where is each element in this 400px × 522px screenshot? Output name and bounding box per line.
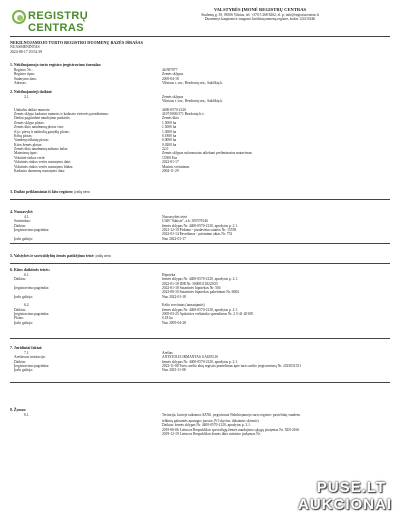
section-heading: 3. Daikto priklausiniai iš kito registro: įrašų nėra <box>10 190 90 194</box>
field-label: Įregistravimo pagrindas: <box>14 285 50 290</box>
field-label: Daikto pagrindinė naudojimo paskirtis: <box>14 116 71 121</box>
field-label: Vidutinė rinkos vertė: <box>14 155 46 160</box>
field-value: 2022-01-14 Pavedimas - priėmimo aktas Nr. 752 <box>162 232 233 237</box>
field-label: Įregistravimo pagrindas: <box>14 227 50 232</box>
field-value: 0.1800 ha <box>162 133 177 138</box>
no-records-note: įrašų nėra <box>74 190 90 194</box>
title-heading: NEKILNOJAMOJO TURTO REGISTRO DUOMENŲ BAZĖS IŠRAŠAS <box>10 40 143 45</box>
field-label: Adresas: <box>14 80 27 85</box>
item-number: 7.1. <box>24 350 30 355</box>
section-7-juridical-facts <box>10 346 390 373</box>
section-heading: 7. Juridiniai faktai: <box>10 346 43 350</box>
field-label: Registro tipas: <box>14 72 35 77</box>
field-value: 44/387877 <box>162 67 178 72</box>
field-label: Daiktas: <box>14 223 26 228</box>
field-label: Įregistravimo pagrindas: <box>14 311 50 316</box>
section-5-trust-right <box>10 254 390 259</box>
section-heading: 6. Kitos daiktinės teisės: <box>10 268 50 272</box>
item-address: Vilniaus r. sav., Bezdonių sen., Sakiškių k. <box>162 99 224 104</box>
field-value: 2023-08-10 Sutartinės hipotekos pakeitimas Nr. 6084 <box>162 290 239 295</box>
title-datetime: 2024-06-17 20:52:39 <box>10 49 43 54</box>
field-value: 0.0000 ha <box>162 138 177 143</box>
section-2-real-estate <box>10 90 390 173</box>
field-value: žemės sklypas Nr. 4400-0570-2120, aprašytas p. 2.1. <box>162 277 238 282</box>
field-label: Žemės sklypo kadastro numeris ir kadastro vietovės pavadinimas: <box>14 111 109 116</box>
field-label: Sudarymo data: <box>14 76 37 81</box>
watermark-line-2: AUKCIONAI <box>298 496 392 513</box>
section-3-appurtenances <box>10 190 390 195</box>
field-value: 2004-11-29 <box>162 169 179 174</box>
header-address: Studentų g. 39, 08106 Vilnius, tel. +370 5 268 8262, el. p. info@registrucentras.lt <box>201 12 319 17</box>
field-value: ANTSTOLIS IRMANTAS GAIZELIS <box>162 355 218 360</box>
field-value: 2022-01-17 <box>162 160 179 165</box>
section-heading: 4. Nuosavybė: <box>10 210 34 214</box>
field-label: Įrašo galioja: <box>14 294 33 299</box>
section-8-marks <box>10 408 390 436</box>
field-row <box>10 295 390 299</box>
field-value: 4107/0000:571 Bezdonių k.v. <box>162 111 205 116</box>
item-type: Žemės sklypas <box>162 94 184 99</box>
logo-mark-icon <box>12 10 26 24</box>
field-row <box>10 368 390 372</box>
item-number: 2.1. <box>24 94 30 99</box>
item-number: 6.1. <box>24 272 30 277</box>
header-divider <box>10 36 390 37</box>
field-label: Daiktas: <box>14 359 26 364</box>
field-value: 2021-12-10 Pirkimo - pardavimo sutartis Nr. 15539 <box>162 227 237 232</box>
field-label: Įregistravimo pagrindas: <box>14 363 50 368</box>
no-records-note: įrašų nėra <box>95 254 111 258</box>
section-4-ownership <box>10 210 390 241</box>
field-value: Žemės ūkio <box>162 116 179 121</box>
field-value: 0.0200 ha <box>162 142 177 147</box>
field-label: Registro Nr.: <box>14 67 33 72</box>
field-label: Žemės ūkio naudmenų našumo balas: <box>14 147 69 152</box>
field-value: 2005-04-18 <box>162 76 179 81</box>
field-label: Įrašo galioja: <box>14 320 33 325</box>
mark-text: Daiktas: žemės sklypas Nr. 4400-0570-2120, aprašytas p. 2.1. <box>162 423 251 428</box>
item-type: Kelio servitutas (tarnaujantis) <box>162 303 205 308</box>
field-value: Nuo 2005-04-28 <box>162 320 186 325</box>
field-value: 1.5000 ha <box>162 120 177 125</box>
field-value: Vilniaus r. sav., Bezdonių sen., Sakiškių k. <box>162 80 224 85</box>
field-row <box>10 237 390 241</box>
field-value: žemės sklypas Nr. 4400-0570-2120, aprašytas p. 2.1. <box>162 307 238 312</box>
field-label: Kelių plotas: <box>14 133 33 138</box>
mark-line <box>10 432 390 436</box>
item-type: Nuosavybės teisė <box>162 214 188 219</box>
field-label: Daiktas: <box>14 307 26 312</box>
field-value: Nuo 2023-11-08 <box>162 368 186 373</box>
field-label: Areštavusi institucija: <box>14 355 46 360</box>
field-label: Kitos žemės plotas: <box>14 142 43 147</box>
field-value: 4400-0570-2120 <box>162 107 186 112</box>
section-divider <box>10 199 390 200</box>
field-value: 2022-01-18 IDR Nr. 300001118223O5 <box>162 281 218 286</box>
header-registry-note: Duomenys kaupiami ir saugomi Juridinių asmenų registre, kodas 124110246 <box>204 17 316 21</box>
field-label: iš jo: pievų ir natūralių ganyklų plotas: <box>14 129 70 134</box>
field-label: Vandenų telkinių plotas: <box>14 138 49 143</box>
mark-text: Teritorija, kurioje taikomos SŽNS, įregistruota Nekilnojamojo turto registre: paviršinių vandens <box>162 412 300 417</box>
item-type: Hipoteka <box>162 272 176 277</box>
section-heading: 2. Nekilnojamieji daiktai: <box>10 90 53 94</box>
section-divider <box>10 263 390 264</box>
field-label: Žemės sklypo plotas: <box>14 120 45 125</box>
field-label: Vidutinės rinkos vertės nustatymo data: <box>14 160 71 165</box>
item-number: 6.2. <box>24 303 30 308</box>
item-number: 8.1. <box>24 412 30 417</box>
field-value: UAB "Sakiste", a.k. 305578146 <box>162 219 208 224</box>
mark-text: 2019-12-19 Lietuvos Respublikos žemės ūkio ministro įsakymas Nr. <box>162 431 261 436</box>
field-label: Matavimų tipas: <box>14 151 38 156</box>
field-label: Savininkas: <box>14 219 31 224</box>
field-value: Nuo 2022-01-18 <box>162 294 186 299</box>
field-value: Žemės sklypas suformuotas atliekant preliminarius matavimus <box>162 151 252 156</box>
field-label: Plotas: <box>14 316 24 321</box>
section-divider <box>10 382 390 383</box>
registru-centras-logo <box>10 8 90 36</box>
field-label: Unikalus daikto numeris: <box>14 107 51 112</box>
section-6-other-rights <box>10 268 390 325</box>
header-org: VALSTYBĖS ĮMONĖ REGISTRŲ CENTRAS <box>213 7 307 12</box>
field-value: 22.0 <box>162 147 169 152</box>
field-value: 1.3000 ha <box>162 129 177 134</box>
section-divider <box>10 243 390 244</box>
section-heading: 8. Žymos: <box>10 408 27 412</box>
puse-lt-watermark <box>284 480 392 514</box>
field-label: Vidutinės rinkos vertės nustatymo būdas: <box>14 164 74 169</box>
field-value: Žemės sklypas <box>162 72 184 77</box>
field-value: 2005-03-25 Apskrities viršininko sprendimas Nr. 2.5-41-20108 <box>162 311 253 316</box>
section-heading: 1. Nekilnojamojo turto registro įregistravimo žurnalas: <box>10 63 102 67</box>
field-label: Kadastro duomenų nustatymo data: <box>14 169 66 174</box>
field-value: Masinis vertinimas <box>162 164 190 169</box>
field-value: 15500 Eur <box>162 155 178 160</box>
field-value: Nuo 2022-01-17 <box>162 236 186 241</box>
field-label: Įrašo galioja: <box>14 236 33 241</box>
item-number: 4.1. <box>24 214 30 219</box>
watermark-line-1: PUSE.LT <box>316 479 386 496</box>
field-label: Daiktas: <box>14 277 26 282</box>
mark-text: 2019-06-06 Lietuvos Respublikos specialiųjų žemės naudojimo sąlygų įstatymas Nr. XIII-2166 <box>162 427 300 432</box>
item-type: Areštas <box>162 350 173 355</box>
field-value: žemės sklypas Nr. 4400-0570-2120, aprašytas p. 2.1. <box>162 223 238 228</box>
field-value: 1.5000 ha <box>162 125 177 130</box>
item-address-row <box>10 99 390 103</box>
field-row <box>10 321 390 325</box>
field-value: 2022-01-18 Sutartinės hipotekos Nr. 504 <box>162 285 221 290</box>
title-kind: NUASMENINTAS <box>10 45 40 49</box>
field-value: 0.18 ha <box>162 316 173 321</box>
mark-text: telkinių pakrantės apsaugos juostos (VI skyrius, tūkstantis skirsnis) <box>162 418 259 423</box>
field-value: žemės sklypas Nr. 4400-0570-2120, aprašytas p. 2.1. <box>162 359 238 364</box>
section-divider <box>10 338 390 339</box>
field-row <box>10 169 390 173</box>
field-value: 2023-11-08 Turto arešto aktų registro pranešimas apie turto arešto įregistravimą Nr. 2023031531 <box>162 363 301 368</box>
field-label: Įrašo galioja: <box>14 368 33 373</box>
logo-line-1: REGISTRŲ <box>28 10 89 22</box>
field-row <box>10 81 390 85</box>
section-heading: 5. Valstybės ir savivaldybių žemės patikėjimo teisė: įrašų nėra <box>10 254 111 258</box>
logo-line-2: CENTRAS <box>28 22 84 34</box>
document-title <box>10 40 310 54</box>
document-header <box>130 7 390 21</box>
section-1-journal <box>10 63 390 85</box>
field-label: Žemės ūkio naudmenų plotas viso: <box>14 125 65 130</box>
